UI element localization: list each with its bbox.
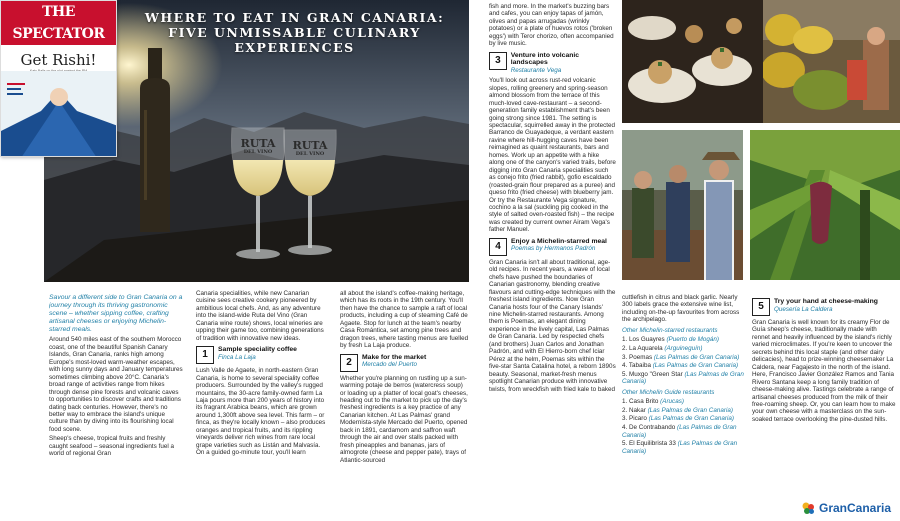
gran-canaria-logo-text: GranCanaria <box>819 501 892 515</box>
article-column-3 <box>340 290 470 521</box>
section-title: Make for the market <box>362 353 427 361</box>
section-heading-3 <box>489 52 616 75</box>
article-column-2 <box>196 290 328 521</box>
cover-illustration <box>1 71 117 157</box>
market-photo <box>763 0 900 123</box>
section-title: Sample speciality coffee <box>218 346 297 354</box>
michelin-guide-list <box>622 398 744 455</box>
section-heading-5 <box>752 298 896 316</box>
section-title: Try your hand at cheese-making <box>774 298 878 305</box>
list-item: 5. El Equilibrista 33 (Las Palmas de Gran Canaria) <box>622 440 738 455</box>
paragraph: Canaria specialities, while new Canarian cuisine sees creative cookery pioneered by ambitious local chefs. And, as any adventure into the island-wide Ruta del Vino (Gran Canaria wine route) shows, local wineries are upping their game too, combining generations of tradition with innovative new ideas. <box>196 290 324 342</box>
hero-title-line2: FIVE UNMISSABLE CULINARY <box>168 25 421 40</box>
section-title: Venture into volcanic landscapes <box>510 51 580 67</box>
section-venue: Restaurante Vega <box>510 66 562 74</box>
cover-headline: Get Rishi! <box>20 51 97 69</box>
gran-canaria-logo <box>800 499 891 517</box>
section-number: 3 <box>489 52 507 70</box>
paragraph: Around 540 miles east of the southern Morocco coast, one of the beautiful Spanish Canary Islands, Gran Canaria, ranks high among Europe's most-loved warm-weather escapes, with long sunny days and January temperatures sometimes climbing above 20°C. Canaria's broad range of activities range from hikes through dense pine forests and volcanic caves to opportunities to discover crafts and traditions dating back centuries. However, there's no better way to embrace the island's unique culture than by diving into its flourishing local food scene. <box>49 336 183 433</box>
article-column-5 <box>622 294 744 521</box>
section-venue: Finca La Laja <box>218 353 256 361</box>
article-column-4 <box>489 3 616 521</box>
magazine-cover <box>0 0 117 157</box>
glass-logo-left: RUTA DEL VINO <box>240 137 276 155</box>
paragraph: fish and more. In the market's buzzing bars and cafes, you can enjoy tapas of jamón, olives and papas arrugadas (wrinkly potatoes) or a plate of huevos rotos ('broken eggs') with Teror chorizo, often accompanied by live music. <box>489 3 614 48</box>
paragraph: Sheep's cheese, tropical fruits and freshly caught seafood – seasonal ingredients fuel a world of regional Gran <box>49 435 174 458</box>
section-venue: Poemas by Hermanos Padrón <box>511 245 596 253</box>
paragraph: Gran Canaria is well known for its creamy Flor de Guía sheep's cheese, traditionally made with rennet and heavily influenced by the island's richly varied microclimates. If you're keen to uncover the secrets behind this local staple (and other dairy delicacies), head to prize-winning cheesemaker La Caldera, near Fagajesto in the north of the island. Here, Francisco Javier González Ramos and Tania Rivero Santana keep a long family tradition of cheese-making alive. Tastings celebrate a range of artisanal cheeses produced from the milk of their free-roaming sheep. Or, you can learn how to make your own cheese with a masterclass on the sun-soaked terrace overlooking the pine-dusted hills. <box>752 319 896 423</box>
paragraph: Gran Canaria isn't all about traditional, age-old recipes. In recent years, a wave of local chefs have pushed the boundaries of Canarian gastronomy, blending creative flavours and cutting-edge techniques with the freshest island ingredients. Now Gran Canaria hosts four of the Canary Islands' nine Michelin-starred restaurants. Among them is Poemas, an elegant dining experience in the lively capital, Las Palmas de Gran Canaria. Led by respected chefs (and brothers) Juan Carlos and Jonathan Padrón, and with El Hierro-born chef Iciar Pérez at the helm, Poemas sits within the five-star Santa Catalina hotel, a reborn 1890s beauty. Seasonal, market-fresh menus spotlight Canarian produce with innovative twists, from wreckfish with fried kale to baked <box>489 258 616 393</box>
list-item: 1. Casa Brito (Arucas) <box>622 398 684 406</box>
section-number: 2 <box>340 354 358 372</box>
section-number: 1 <box>196 346 214 364</box>
section-number: 4 <box>489 238 507 256</box>
hero-title-line3: EXPERIENCES <box>234 40 355 55</box>
section-heading-1 <box>196 346 328 364</box>
article-column-6 <box>752 298 896 493</box>
tapas-photo <box>622 0 763 123</box>
list-item: 5. Muxgo "Green Star (Las Palmas de Gran Canaria) <box>622 370 744 386</box>
list-item: 1. Los Guayres (Puerto de Mogán) <box>622 336 719 344</box>
paragraph: You'll look out across rust-red volcanic slopes, rolling greenery and spring-season almond blossom from the terrace of this much-loved cave-restaurant – a second-generation family establishment that's been going strong since 1981. The setting is spectacular, squirrelled away in the protected Barranco de Guayadeque, a verdant eastern ravine where hill-hugging caves have been reimagined as quaint restaurants, bars and homes. Work up an appetite with a hike along one of the canyon's varied trails, before digging into Gran Canaria specialities such as conejo frito (fried rabbit), gofio escaldado (roasted-grain flour prepared as a puree) and queso frito (fried cheese) with blueberry jam. Or try the Restaurante Vega signature, cochino a la sal (suckling pig cooked in the style of salted oven-roasted fish) – the recipe was created by current owner Airam Vega's father Manuel. <box>489 77 616 234</box>
section-title: Enjoy a Michelin-starred meal <box>511 237 607 245</box>
list-item: 3. Picaro (Las Palmas de Gran Canaria) <box>622 415 735 423</box>
paragraph: Whether you're planning on rustling up a sun-warming potaje de berros (watercress soup) or loading up a platter of local goat's cheeses, heading out to the market to pick up the day's freshest ingredients is a key practice of any Canarian kitchen. At Las Palmas' grand Modernista-style Mercado del Puerto, opened back in 1891, cardamom and saffron waft through the air and over stalls packed with fresh pineapples and bananas, jars of almogrote (cheese and pepper pate), trays of Atlantic-sourced <box>340 374 468 464</box>
list-item: 4. De Contrabando (Las Palmas de Gran Canaria) <box>622 424 737 439</box>
michelin-starred-list <box>622 336 744 385</box>
winery-people-photo <box>622 130 743 280</box>
list-title-michelin-starred: Other Michelin-starred restaurants <box>622 326 718 334</box>
hero-title <box>122 10 467 55</box>
banana-plant-photo <box>750 130 900 280</box>
article-column-1 <box>49 294 184 521</box>
cover-masthead: THE SPECTATOR <box>1 1 116 45</box>
hero-title-line1: WHERE TO EAT IN GRAN CANARIA: <box>144 10 445 25</box>
list-item: 4. Tabaiba (Las Palmas de Gran Canaria) <box>622 362 739 370</box>
glass-logo-right: RUTA DEL VINO <box>292 139 328 157</box>
paragraph: Lush Valle de Agaete, in north-eastern Gran Canaria, is home to several speciality coffee producers. Surrounded by the valley's rugged mountains, the 30-acre family-owned farm La Laja pours more than 200 years of history into its fragrant Arabica beans, which are grown around 1,300ft above sea level. This farm – or finca, as they're locally known – also produces oranges and tropical fruits, and its rippling vineyards deliver rich wines from rare local grape varieties such as Listán and Malvasía. On a guided go-minute tour, you'll learn <box>196 367 326 457</box>
section-number: 5 <box>752 298 770 316</box>
paragraph: cuttlefish in citrus and black garlic. Nearly 300 labels grace the extensive wine list, including on-the-up favourites from across the archipelago. <box>622 294 740 324</box>
section-heading-4 <box>489 238 616 256</box>
gran-canaria-logo-icon <box>800 500 816 516</box>
list-item: 3. Poemas (Las Palmas de Gran Canaria) <box>622 353 740 361</box>
list-item: 2. La Aquarela (Arguineguín) <box>622 344 703 352</box>
section-venue: Quesería La Caldera <box>774 305 833 313</box>
list-item: 2. Nakar (Las Palmas de Gran Canaria) <box>622 406 733 414</box>
article-intro: Savour a different side to Gran Canaria on a journey through its thriving gastronomic scene – whether sipping coffee, crafting artisanal cheeses or enjoying Michelin-starred meals. <box>49 294 183 334</box>
section-venue: Mercado del Puerto <box>362 361 417 369</box>
list-title-michelin-guide: Other Michelin Guide restaurants <box>622 388 715 396</box>
paragraph: all about the island's coffee-making heritage, which has its roots in the 19th century. You'll then have the chance to sample a raft of local products, including a cup of steaming Café de Agaete. Stop for lunch at the team's nearby Casa Romántica, set among pine trees and dragon trees, where tasting menus are fuelled by fresh La Laja produce. <box>340 290 469 350</box>
section-heading-2 <box>340 354 470 372</box>
